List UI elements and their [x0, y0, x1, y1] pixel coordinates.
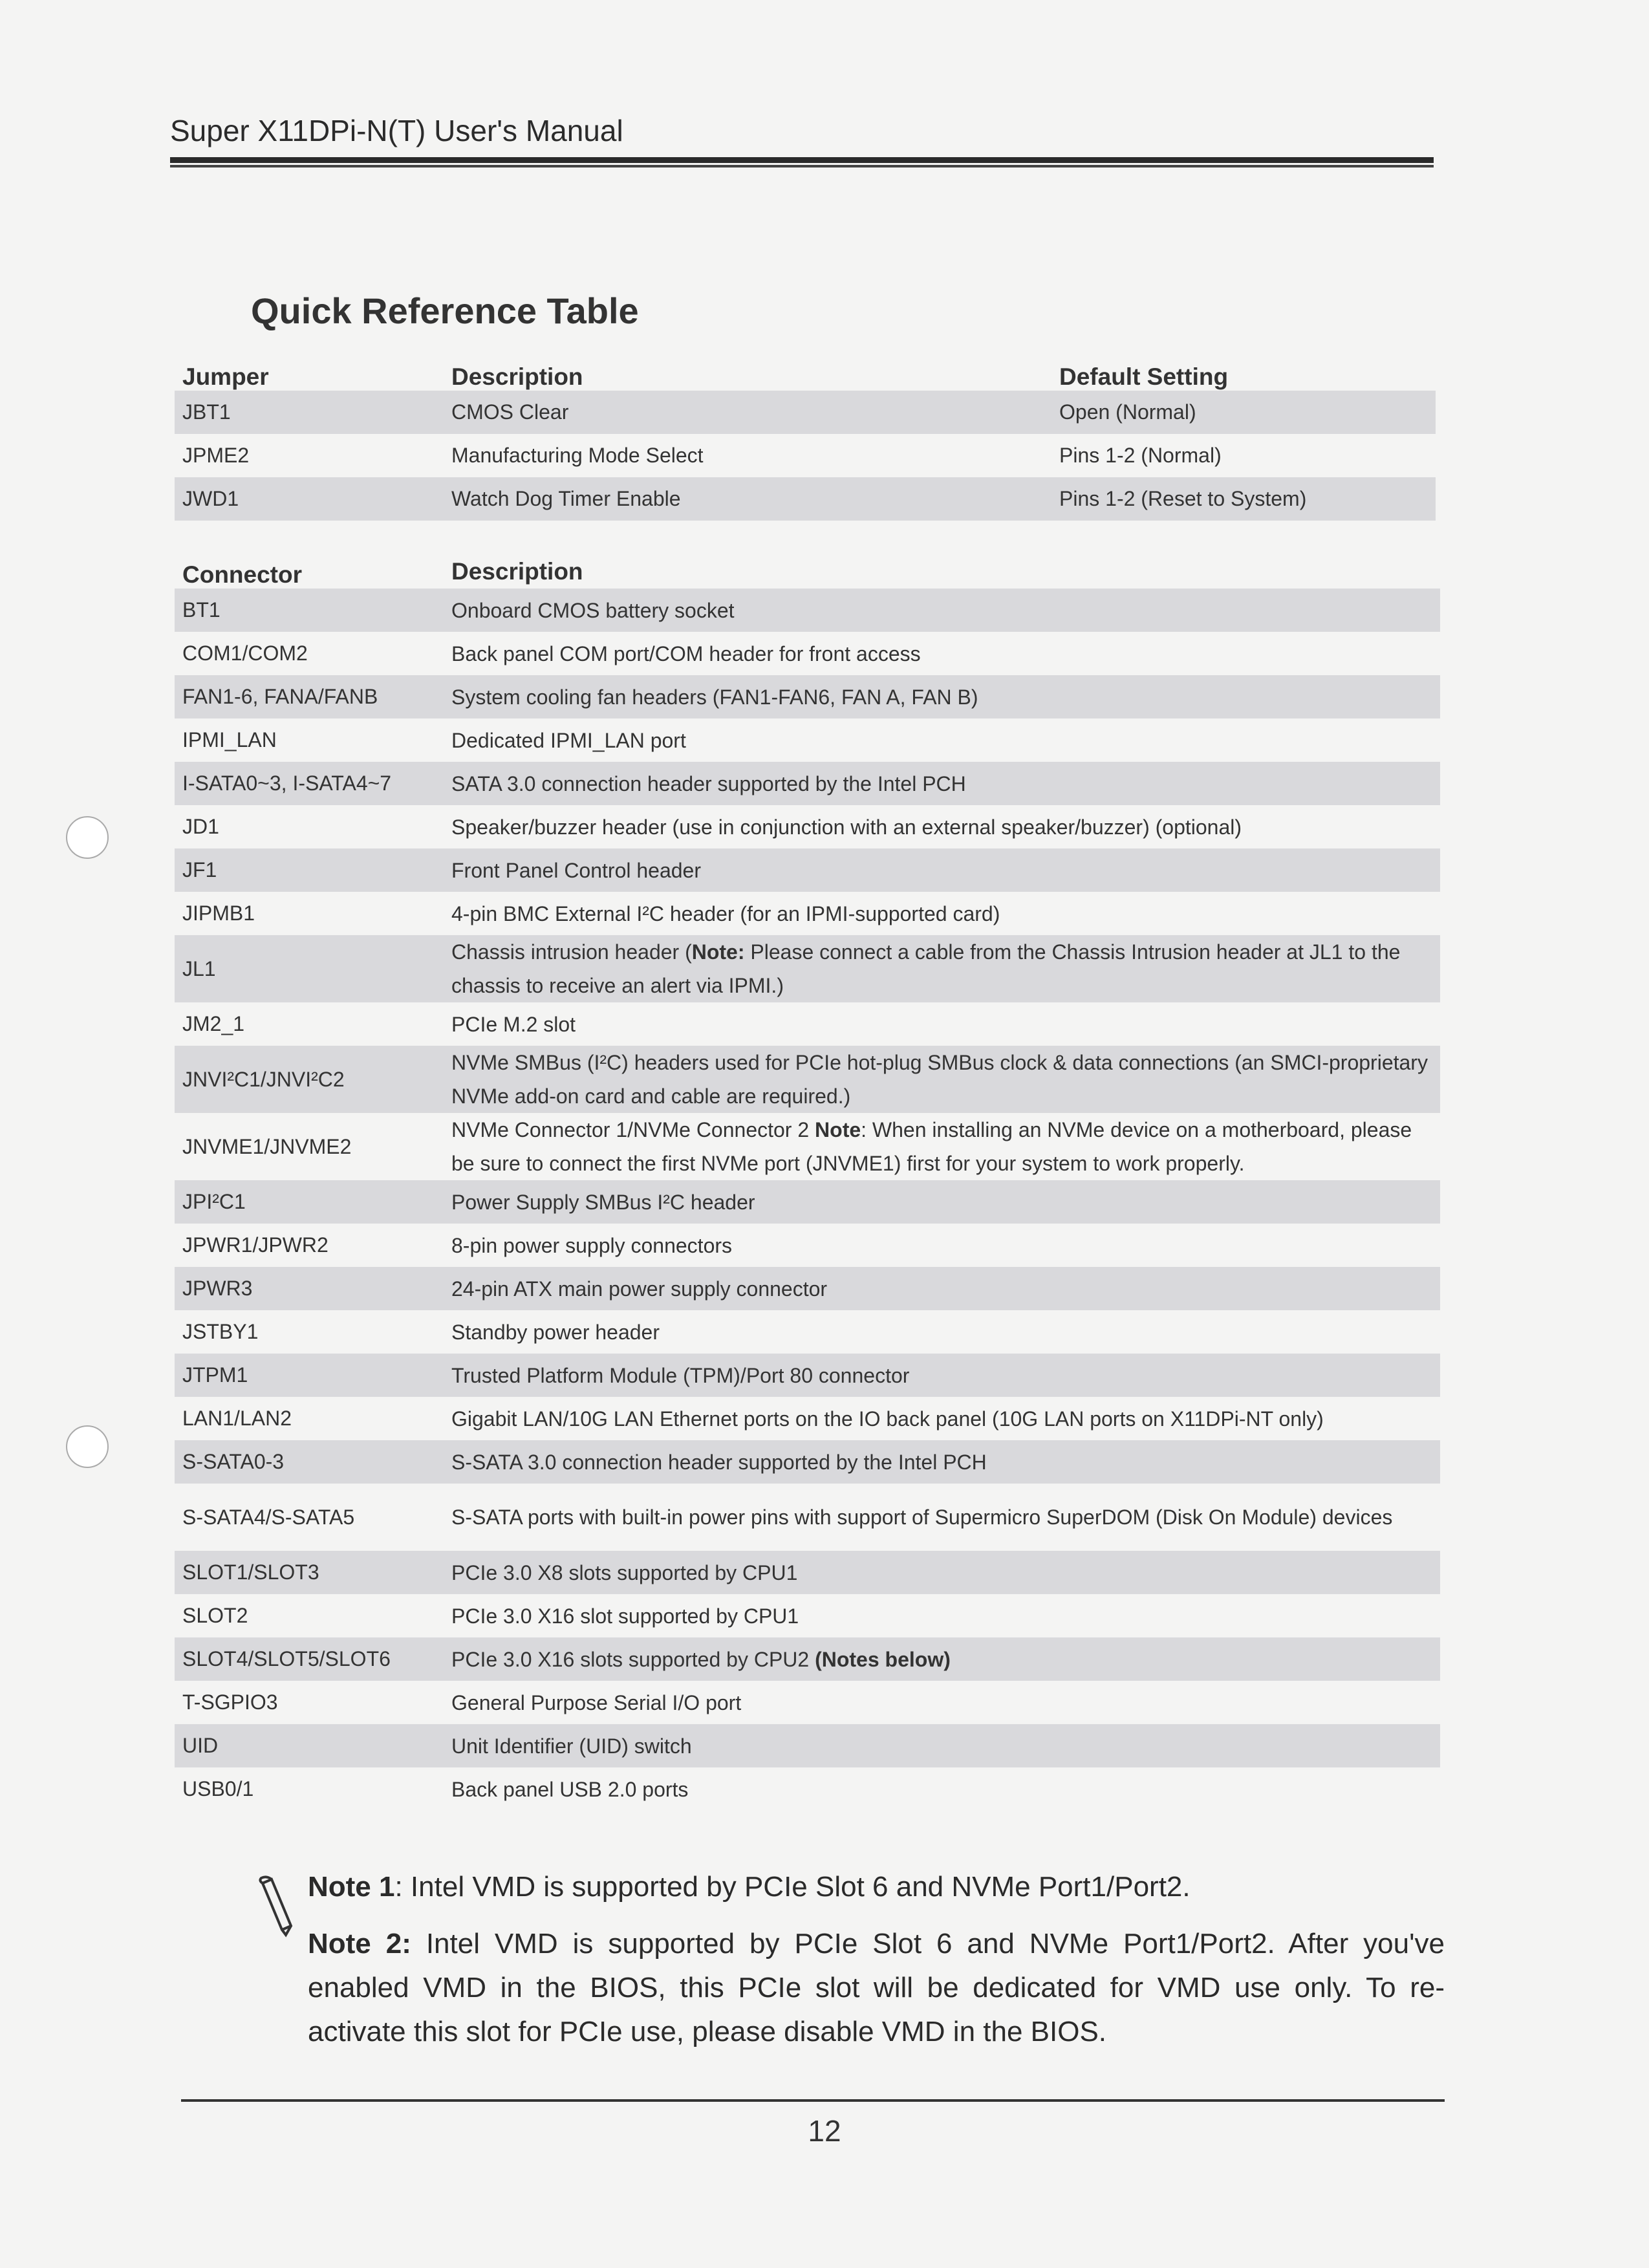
header-rule-thick	[170, 157, 1434, 163]
table-row	[175, 1767, 1440, 1811]
connector-table	[175, 551, 1440, 1811]
connector-id: JL1	[182, 956, 216, 980]
connector-id: USB0/1	[182, 1777, 254, 1800]
connector-description: 24-pin ATX main power supply connector	[451, 1277, 828, 1301]
connector-id: JPWR3	[182, 1277, 253, 1300]
binder-hole-top	[66, 816, 109, 859]
connector-id: SLOT2	[182, 1604, 248, 1627]
footer-rule	[181, 2099, 1445, 2102]
table-row	[175, 1310, 1440, 1354]
table-row	[175, 1551, 1440, 1594]
note-label: Note	[815, 1118, 861, 1141]
jumper-table	[175, 353, 1436, 521]
connector-id: IPMI_LAN	[182, 728, 277, 751]
col-header-connector: Connector	[182, 561, 302, 588]
table-row	[175, 675, 1440, 718]
table-row	[175, 391, 1436, 434]
connector-id: LAN1/LAN2	[182, 1407, 292, 1430]
note-label: Note:	[691, 940, 745, 964]
table-row	[175, 1267, 1440, 1310]
connector-id: JPI²C1	[182, 1190, 246, 1213]
connector-id: I-SATA0~3, I-SATA4~7	[182, 772, 392, 795]
jumper-id: JWD1	[182, 487, 239, 510]
jumper-rows	[175, 391, 1436, 521]
table-row	[175, 1637, 1440, 1681]
table-row	[175, 1002, 1440, 1046]
connector-description: PCIe 3.0 X16 slot supported by CPU1	[451, 1604, 799, 1628]
connector-description: PCIe 3.0 X8 slots supported by CPU1	[451, 1561, 798, 1584]
description-text: NVMe Connector 1/NVMe Connector 2	[451, 1118, 815, 1141]
col-header-description: Description	[451, 363, 583, 390]
table-row	[175, 892, 1440, 935]
connector-id: SLOT1/SLOT3	[182, 1561, 319, 1584]
note-2-text: Intel VMD is supported by PCIe Slot 6 and NVMe Port1/Port2. After you've enabled VMD in the BIOS, this PCIe slot will be dedicated for VMD use only. To re-activate this slot for PCIe use, please disable VMD in the BIOS.	[308, 1928, 1445, 2047]
jumper-default-setting: Open (Normal)	[1059, 400, 1196, 424]
connector-id: T-SGPIO3	[182, 1690, 278, 1714]
jumper-table-header	[175, 353, 1436, 391]
notes-block	[308, 1865, 1445, 2067]
table-row	[175, 477, 1436, 521]
connector-id: JSTBY1	[182, 1320, 259, 1343]
connector-id: JPWR1/JPWR2	[182, 1233, 329, 1257]
table-row	[175, 848, 1440, 892]
connector-table-header	[175, 551, 1440, 589]
jumper-description: Watch Dog Timer Enable	[451, 487, 681, 510]
connector-description: SATA 3.0 connection header supported by the Intel PCH	[451, 772, 966, 795]
connector-description: Gigabit LAN/10G LAN Ethernet ports on the IO back panel (10G LAN ports on X11DPi-NT only)	[451, 1407, 1324, 1431]
connector-rows	[175, 589, 1440, 1811]
connector-description: Standby power header	[451, 1320, 660, 1344]
connector-description	[446, 1113, 1440, 1180]
table-row	[175, 1354, 1440, 1397]
table-row	[175, 805, 1440, 848]
binder-hole-bottom	[66, 1425, 109, 1468]
connector-description: S-SATA ports with built-in power pins with support of Supermicro SuperDOM (Disk On Module) devices	[451, 1506, 1393, 1529]
jumper-description: Manufacturing Mode Select	[451, 444, 704, 467]
description-text: PCIe 3.0 X16 slots supported by CPU2	[451, 1647, 815, 1671]
jumper-id: JBT1	[182, 400, 231, 424]
description-text: Please connect a cable from the Chassis Intrusion header at JL1 to the chassis to receive an alert via IPMI.)	[451, 940, 1401, 997]
table-row	[175, 1397, 1440, 1440]
table-row	[175, 1046, 1440, 1113]
connector-description: Trusted Platform Module (TPM)/Port 80 connector	[451, 1363, 910, 1387]
connector-description: 4-pin BMC External I²C header (for an IPMI-supported card)	[451, 902, 1000, 925]
page-header	[170, 113, 1434, 167]
table-row	[175, 589, 1440, 632]
connector-description: Speaker/buzzer header (use in conjunction with an external speaker/buzzer) (optional)	[451, 815, 1242, 839]
note-1-text: : Intel VMD is supported by PCIe Slot 6 and NVMe Port1/Port2.	[394, 1871, 1191, 1903]
table-row	[175, 1440, 1440, 1484]
jumper-default-setting: Pins 1-2 (Normal)	[1059, 444, 1222, 467]
connector-description: 8-pin power supply connectors	[451, 1233, 733, 1257]
connector-id: COM1/COM2	[182, 642, 308, 665]
note-1	[308, 1865, 1445, 1909]
connector-id: S-SATA4/S-SATA5	[182, 1505, 355, 1529]
note-label: (Notes below)	[815, 1647, 951, 1671]
manual-title: Super X11DPi-N(T) User's Manual	[170, 114, 623, 147]
connector-description	[446, 1643, 1440, 1676]
note-2	[308, 1922, 1445, 2054]
description-text: : When installing an NVMe device on a motherboard, please be sure to connect the first NVMe port (JNVME1) first for your system to work properly.	[451, 1118, 1412, 1175]
page-number: 12	[808, 2114, 841, 2148]
table-row	[175, 1113, 1440, 1180]
connector-id: JNVI²C1/JNVI²C2	[182, 1067, 345, 1091]
table-row	[175, 1594, 1440, 1637]
connector-description: PCIe M.2 slot	[451, 1012, 576, 1036]
note-1-label: Note 1	[308, 1871, 395, 1903]
connector-id: JD1	[182, 815, 219, 838]
col-header-default: Default Setting	[1059, 363, 1229, 390]
table-row	[175, 718, 1440, 762]
jumper-description: CMOS Clear	[451, 400, 569, 424]
connector-id: JM2_1	[182, 1012, 245, 1035]
table-row	[175, 434, 1436, 477]
table-row	[175, 935, 1440, 1002]
connector-id: BT1	[182, 598, 221, 621]
connector-id: JTPM1	[182, 1363, 248, 1387]
connector-id: UID	[182, 1734, 219, 1757]
connector-description: NVMe SMBus (I²C) headers used for PCIe hot-plug SMBus clock & data connections (an SMCI-proprietary NVMe add-on card and cable are required.)	[451, 1051, 1428, 1108]
connector-description: Power Supply SMBus I²C header	[451, 1190, 755, 1214]
pencil-icon	[257, 1875, 303, 1940]
connector-description: Back panel USB 2.0 ports	[451, 1777, 689, 1801]
table-row	[175, 1484, 1440, 1551]
header-rule-thin	[170, 165, 1434, 167]
col-header-jumper: Jumper	[182, 363, 269, 390]
connector-description: Front Panel Control header	[451, 858, 701, 882]
connector-description: Dedicated IPMI_LAN port	[451, 728, 686, 752]
table-row	[175, 632, 1440, 675]
connector-description: Onboard CMOS battery socket	[451, 598, 735, 622]
connector-description: Unit Identifier (UID) switch	[451, 1734, 692, 1758]
section-title: Quick Reference Table	[251, 290, 639, 331]
connector-description: General Purpose Serial I/O port	[451, 1690, 742, 1714]
table-row	[175, 1180, 1440, 1224]
connector-id: JF1	[182, 858, 217, 881]
connector-description: S-SATA 3.0 connection header supported by the Intel PCH	[451, 1450, 987, 1474]
jumper-id: JPME2	[182, 444, 250, 467]
connector-id: JNVME1/JNVME2	[182, 1134, 352, 1158]
table-row	[175, 1681, 1440, 1724]
table-row	[175, 762, 1440, 805]
description-text: Chassis intrusion header (	[451, 940, 692, 964]
connector-id: SLOT4/SLOT5/SLOT6	[182, 1647, 391, 1670]
connector-id: FAN1-6, FANA/FANB	[182, 685, 378, 708]
connector-description	[446, 935, 1440, 1002]
connector-description: System cooling fan headers (FAN1-FAN6, FAN A, FAN B)	[451, 685, 978, 709]
table-row	[175, 1724, 1440, 1767]
connector-id: JIPMB1	[182, 902, 255, 925]
note-2-label: Note 2:	[308, 1928, 411, 1960]
connector-description: Back panel COM port/COM header for front access	[451, 642, 921, 665]
col-header-description: Description	[451, 558, 583, 585]
connector-id: S-SATA0-3	[182, 1450, 285, 1473]
table-row	[175, 1224, 1440, 1267]
jumper-default-setting: Pins 1-2 (Reset to System)	[1059, 487, 1307, 510]
